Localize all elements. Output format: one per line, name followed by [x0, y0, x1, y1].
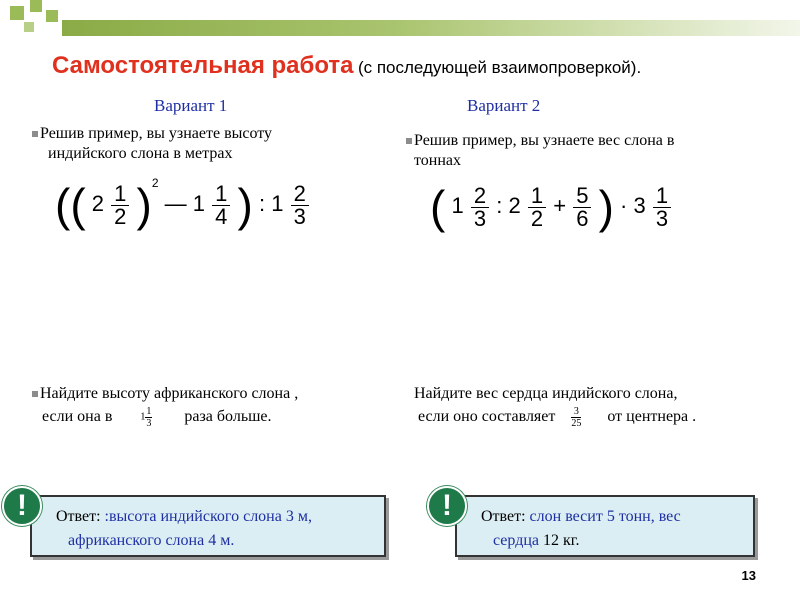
- variant2-part2-line1: Найдите вес сердца индийского слона,: [414, 385, 678, 402]
- variant1-answer-line2: африканского слона 4 м.: [68, 532, 235, 549]
- variant2-task-line1: Решив пример, вы узнаете вес слона в: [414, 132, 675, 149]
- variant2-answer-box: [455, 495, 755, 557]
- eq1-whole-2: 1: [192, 191, 206, 216]
- eq1-fraction-2: $\frac{1}{4}$: [212, 184, 230, 227]
- variant1-answer-box: [30, 495, 386, 557]
- variant1-part2: [32, 384, 298, 429]
- exclamation-icon: !: [427, 486, 467, 526]
- variant1-answer-line1: :высота индийского слона 3 м,: [104, 508, 312, 525]
- variant2-task: [406, 131, 674, 171]
- variant1-task: [32, 124, 272, 164]
- variant1-part2-line2a: если она в: [42, 408, 113, 426]
- eq1-fraction-3: $\frac{2}{3}$: [291, 184, 309, 227]
- variant2-answer-label: Ответ:: [481, 508, 526, 525]
- eq1-divide: :: [258, 191, 266, 216]
- eq1-power: 2: [151, 176, 159, 190]
- eq2-whole-2: 2: [508, 192, 521, 218]
- eq2-fraction-3: $\frac{5}{6}$: [573, 186, 591, 229]
- bullet-icon: [32, 391, 38, 397]
- variant1-task-line1: Решив пример, вы узнаете высоту: [40, 125, 273, 142]
- eq1-fraction-1: $\frac{1}{2}$: [111, 184, 129, 227]
- top-bar: [62, 20, 800, 36]
- title-main: Самостоятельная работа: [52, 52, 354, 79]
- variant1-part2-whole: 1: [140, 411, 146, 423]
- eq1-minus: —: [164, 191, 187, 216]
- variant2-part2-line2a: если оно составляет: [418, 408, 556, 426]
- title-subtitle: (с последующей взаимопроверкой).: [357, 58, 642, 77]
- variant2-part2-fraction: $\frac{3}{25}$: [571, 406, 582, 429]
- eq2-plus: +: [553, 192, 567, 218]
- variant2-answer-line2a: сердца: [493, 532, 539, 549]
- variant2-part2-line2b: от центнера .: [607, 408, 697, 426]
- variant2-heading: Вариант 2: [467, 96, 541, 115]
- eq1-whole-3: 1: [271, 191, 284, 216]
- eq2-whole-1: 1: [451, 192, 464, 218]
- eq2-fraction-4: $\frac{1}{3}$: [653, 186, 671, 229]
- bullet-icon: [32, 131, 38, 137]
- page-number: 13: [741, 568, 756, 583]
- eq1-close-paren-2: ): [237, 179, 253, 232]
- eq2-fraction-1: $\frac{2}{3}$: [471, 186, 489, 229]
- eq2-multiply: ·: [620, 192, 628, 218]
- variant2-task-line2: тоннах: [414, 152, 462, 169]
- eq1-close-paren-1: ): [136, 179, 152, 232]
- eq1-open-paren: ((: [55, 179, 86, 232]
- variant1-answer-label: Ответ:: [56, 508, 101, 525]
- eq2-fraction-2: $\frac{1}{2}$: [528, 186, 546, 229]
- eq2-whole-4: 3: [633, 192, 646, 218]
- variant2-answer-line2b: 12 кг.: [543, 532, 580, 549]
- page-title: [52, 52, 641, 80]
- variant2-equation: [430, 180, 672, 234]
- variant1-part2-fraction: $\frac{1}{3}$: [146, 406, 152, 429]
- eq2-open-paren: (: [430, 181, 446, 233]
- variant2-part2: [414, 384, 696, 429]
- variant1-heading: Вариант 1: [154, 96, 228, 115]
- bullet-icon: [406, 138, 412, 144]
- eq1-whole-1: 2: [91, 191, 105, 216]
- variant1-part2-line2b: раза больше.: [184, 408, 272, 426]
- eq2-divide: :: [496, 192, 503, 218]
- variant1-equation: [55, 176, 310, 232]
- variant1-task-line2: индийского слона в метрах: [48, 145, 233, 162]
- variant1-part2-line1: Найдите высоту африканского слона ,: [40, 385, 299, 402]
- variant2-answer-line1: слон весит 5 тонн, вес: [529, 508, 681, 525]
- exclamation-icon: !: [2, 486, 42, 526]
- eq2-close-paren: ): [598, 181, 614, 233]
